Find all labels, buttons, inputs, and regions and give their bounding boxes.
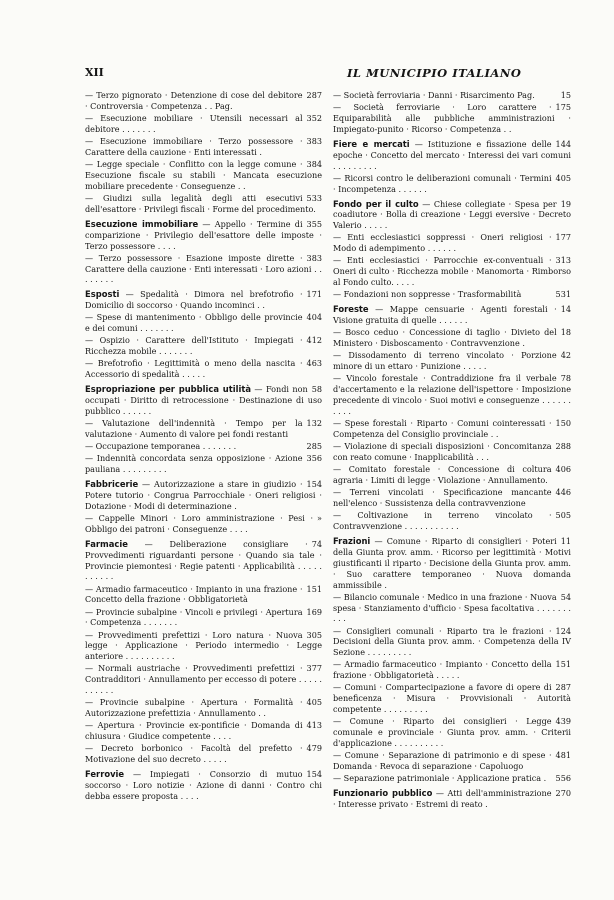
entry-text: — Dissodamento di terreno vincolato · Porzione minore di un ettaro · Punizione . . . . .	[333, 350, 557, 372]
entry-page-number: 151	[306, 583, 322, 594]
entry-text: — Bilancio comunale · Medico in una frazione · Nuova spesa · Stanziamento d'ufficio · Spesa facoltativa . . . . . . . . . .	[333, 591, 571, 624]
entry-text: — Legge speciale · Conflitto con la legge comune · Esecuzione fiscale su stabili · Mancata esecuzione mobiliare precedente · Conseguenze . .	[85, 159, 322, 191]
index-subentry	[333, 464, 571, 486]
entry-topic: Frazioni	[333, 535, 371, 546]
entry-page-number: 377	[306, 663, 322, 674]
entry-page-number: 446	[555, 487, 571, 498]
index-subentry	[333, 255, 571, 288]
entry-text: — Decreto borbonico · Facoltà del prefetto · Motivazione del suo decreto . . . . .	[85, 743, 303, 765]
entry-text: — Società ferroviarie · Loro carattere · Equiparabilità alle pubbliche amministrazioni · Impiegato-punito · Ricorso · Competenza . .	[333, 102, 571, 134]
entry-page-number: 412	[306, 335, 322, 346]
index-entry-heading	[333, 139, 571, 172]
entry-page-number: 352	[306, 113, 322, 123]
index-subentry	[85, 453, 322, 475]
index-entry-heading	[85, 289, 322, 311]
entry-text: — Terzo pignorato · Detenzione di cose del debitore · Controversia · Competenza . . Pag.	[85, 90, 303, 111]
entry-page-number: 439	[555, 716, 571, 727]
index-subentry	[85, 159, 322, 192]
entry-text: — Normali austriache · Provvedimenti prefettizi · Contradditori · Annullamento per eccesso di potere . . . . . . . . . . .	[85, 663, 322, 696]
entry-text: — Provincie subalpine · Vincoli e privilegi · Apertura · Competenza . . . . . . .	[85, 606, 303, 628]
entry-page-number: 19	[560, 198, 571, 209]
entry-page-number: 405	[555, 172, 571, 183]
entry-text: — Cappelle Minori · Loro amministrazione · Pesi · Obbligo dei patroni · Conseguenze . . . .	[85, 512, 314, 534]
index-subentry	[85, 663, 322, 696]
index-subentry	[85, 193, 322, 215]
entry-text: — Spedalità · Dimora nel brefotrofio · Domicilio di soccorso · Quando incominci . .	[85, 289, 303, 311]
index-subentry	[333, 773, 571, 784]
entry-page-number: 313	[555, 255, 571, 266]
index-subentry	[333, 90, 571, 101]
entry-text: — Occupazione temporanea . . . . . . .	[85, 441, 237, 452]
entry-page-number: 11	[560, 535, 571, 546]
entry-text: — Apertura · Provincie ex-pontificie · Domanda di chiusura · Giudice competente . . . .	[85, 720, 303, 742]
entry-page-number: 305	[306, 629, 322, 640]
entry-topic: Fabbricerie	[85, 478, 139, 489]
entry-text: — Indennità concordata senza opposizione · Azione pauliana . . . . . . . . .	[85, 453, 303, 475]
entry-page-number: 556	[555, 773, 571, 784]
entry-page-number: 288	[555, 441, 571, 452]
entry-text: — Autorizzazione a stare in giudizio · Potere tutorio · Congrua Parrocchiale · Oneri religiosi · Dotazione · Modi di determinazione .	[85, 478, 322, 511]
index-subentry	[333, 487, 571, 509]
index-subentry	[333, 418, 571, 440]
entry-topic: Fondo per il culto	[333, 198, 419, 209]
entry-text: — Bosco ceduo · Concessione di taglio · Divieto del Ministero · Disboscamento · Contravvenzione .	[333, 327, 557, 349]
entry-topic: Ferrovie	[85, 769, 125, 780]
entry-page-number: 144	[555, 138, 571, 149]
entry-topic: Fiere e mercati	[333, 138, 410, 149]
index-subentry	[333, 592, 571, 625]
entry-page-number: 413	[306, 720, 322, 731]
index-subentry	[85, 697, 322, 719]
entry-topic: Esposti	[85, 289, 120, 300]
index-entry-heading	[85, 219, 322, 252]
entry-text: — Ricorsi contro le deliberazioni comunali · Termini · Incompetenza . . . . . .	[333, 172, 552, 194]
entry-page-number: 154	[306, 769, 322, 780]
entry-page-number: 479	[306, 743, 322, 754]
entry-topic: Esecuzione immobiliare	[85, 218, 199, 229]
entry-topic: Espropriazione per pubblica utilità	[85, 384, 252, 395]
entry-text: — Comune · Riparto di consiglieri · Poteri della Giunta prov. amm. · Ricorso per legittimità · Motivi giustificanti il riparto · Decisione della Giunta prov. amm. · Suo carattere temporaneo · Nuova domanda ammissibile .	[333, 535, 571, 590]
index-entry-heading	[85, 769, 322, 802]
entry-page-number: 18	[560, 327, 571, 338]
entry-text: — Violazione di speciali disposizioni · Concomitanza con reato comune · Inapplicabilità . . .	[333, 441, 552, 462]
entry-text: — Enti ecclesiastici · Parrocchie ex-conventuali · Oneri di culto · Ricchezza mobile · Manomorta · Rimborso al Fondo culto. . . . .	[333, 255, 571, 288]
index-subentry	[85, 358, 322, 380]
index-subentry	[333, 750, 571, 772]
page-number: XII	[85, 66, 104, 79]
entry-text: — Comitato forestale · Concessione di coltura agraria · Limiti di legge · Violazione · Annullamento.	[333, 464, 552, 485]
entry-text: — Consiglieri comunali · Riparto tra le frazioni · Decisioni della Giunta prov. amm. · Competenza della IV Sezione . . . . . . . . .	[333, 625, 571, 658]
entry-text: — Mappe censuarie · Agenti forestali · Visione gratuita di quelle . . . . . .	[333, 304, 557, 326]
left-index-column	[85, 90, 322, 803]
entry-page-number: 42	[560, 350, 571, 361]
index-subentry	[333, 716, 571, 749]
index-subentry	[85, 720, 322, 742]
entry-text: — Fondi non occupati · Diritto di retrocessione · Destinazione di uso pubblico . . . . . .	[85, 384, 322, 416]
entry-page-number: 74	[311, 538, 322, 549]
entry-page-number: »	[317, 512, 322, 523]
entry-page-number: 151	[555, 659, 571, 670]
entry-page-number: 15	[560, 90, 571, 100]
entry-page-number: 505	[555, 510, 571, 521]
entry-page-number: 481	[555, 750, 571, 761]
entry-page-number: 285	[306, 441, 322, 452]
entry-page-number: 270	[555, 788, 571, 799]
entry-page-number: 533	[306, 192, 322, 203]
index-subentry	[333, 327, 571, 349]
entry-page-number: 175	[555, 102, 571, 113]
entry-text: — Provvedimenti prefettizi · Loro natura · Nuova legge · Applicazione · Periodo intermedio · Legge anteriore . . . . . . . . . .	[85, 629, 322, 662]
index-subentry	[85, 90, 322, 112]
entry-topic: Funzionario pubblico	[333, 788, 433, 799]
entry-page-number: 405	[306, 697, 322, 708]
entry-text: — Provincie subalpine · Apertura · Formalità · Autorizzazione prefettizia · Annullamento . .	[85, 697, 303, 719]
index-subentry	[333, 350, 571, 372]
entry-page-number: 406	[555, 464, 571, 475]
entry-text: — Valutazione dell'indennità · Tempo per la valutazione · Aumento di valore pei fondi restanti	[85, 418, 303, 439]
entry-page-number: 150	[555, 418, 571, 429]
entry-page-number: 355	[306, 218, 322, 229]
entry-page-number: 383	[306, 252, 322, 263]
page-header	[85, 66, 575, 80]
entry-page-number: 177	[555, 232, 571, 243]
entry-text: — Comune · Separazione di patrimonio e di spese · Domanda · Revoca di separazione · Capoluogo	[333, 750, 552, 772]
entry-page-number: 171	[306, 289, 322, 300]
index-subentry	[85, 630, 322, 663]
entry-text: — Istituzione e fissazione delle epoche · Concetto del mercato · Interessi dei vari comuni . . . . . . . . .	[333, 138, 571, 171]
entry-page-number: 463	[306, 358, 322, 369]
index-subentry	[333, 659, 571, 681]
index-subentry	[85, 335, 322, 357]
entry-page-number: 132	[306, 418, 322, 429]
entry-page-number: 14	[560, 304, 571, 315]
entry-page-number: 287	[306, 90, 322, 100]
entry-page-number: 384	[306, 159, 322, 169]
entry-page-number: 356	[306, 453, 322, 464]
entry-text: — Enti ecclesiastici soppressi · Oneri religiosi · Modo di adempimento . . . . . .	[333, 232, 552, 254]
index-entry-heading	[85, 384, 322, 417]
entry-text: — Società ferroviaria · Danni · Risarcimento Pag.	[333, 90, 535, 100]
index-subentry	[85, 584, 322, 606]
entry-text: — Esecuzione immobiliare · Terzo possessore · Carattere della cauzione · Enti interessati .	[85, 136, 303, 157]
entry-text: — Chiese collegiate · Spesa per coadiutore · Bolla di creazione · Leggi eversive · Decreto Valerio . . . . .	[333, 198, 571, 231]
entry-page-number: 124	[555, 625, 571, 636]
entry-page-number: 78	[560, 373, 571, 384]
entry-page-number: 54	[560, 591, 571, 602]
entry-text: — Armadio farmaceutico · Impianto · Concetto della frazione · Obbligatorietà . . . . .	[333, 659, 552, 681]
index-subentry	[333, 102, 571, 135]
entry-text: — Spese di mantenimento · Obbligo delle provincie e dei comuni . . . . . . .	[85, 312, 303, 334]
index-subentry	[333, 173, 571, 195]
index-subentry	[85, 607, 322, 629]
index-subentry	[85, 312, 322, 334]
entry-page-number: 404	[306, 312, 322, 323]
entry-page-number: 531	[555, 289, 571, 300]
entry-page-number: 383	[306, 136, 322, 146]
running-title: IL MUNICIPIO ITALIANO	[347, 66, 522, 80]
index-entry-heading	[333, 199, 571, 232]
index-subentry	[333, 373, 571, 417]
entry-text: — Spese forestali · Riparto · Comuni cointeressati · Competenza del Consiglio provinciale . .	[333, 418, 552, 439]
entry-text: — Appello · Termine di comparizione · Privilegio dell'esattore delle imposte · Terzo possessore . . . .	[85, 218, 322, 251]
index-entry-heading	[85, 479, 322, 512]
index-subentry	[85, 113, 322, 135]
entry-text: — Esecuzione mobiliare · Utensili necessari al debitore . . . . . . .	[85, 113, 303, 134]
index-subentry	[85, 441, 322, 452]
entry-text: — Separazione patrimoniale · Applicazione pratica .	[333, 773, 547, 784]
entry-text: — Terreni vincolati · Specificazione mancante nell'elenco · Sussistenza della contravvenzione	[333, 487, 552, 508]
index-entry-heading	[333, 788, 571, 810]
entry-topic: Farmacie	[85, 538, 128, 549]
entry-text: — Deliberazione consigliare · Provvedimenti riguardanti persone · Quando sia tale · Provincie piemontesi · Regie patenti · Applicabilità . . . . . . . . . . .	[85, 538, 322, 582]
index-subentry	[85, 136, 322, 158]
entry-text: — Giudizi sulla legalità degli atti esecutivi dell'esattore · Privilegi fiscali · Forme del procedimento.	[85, 192, 316, 214]
entry-text: — Terzo possessore · Esazione imposte dirette · Carattere della cauzione · Enti interessati · Loro azioni . . . . . . . .	[85, 252, 322, 285]
entry-text: — Comune · Riparto dei consiglieri · Legge comunale e provinciale · Giunta prov. amm. · Criterii d'applicazione . . . . . . . . . .	[333, 716, 571, 749]
index-entry-heading	[333, 536, 571, 591]
entry-page-number: 169	[306, 606, 322, 617]
entry-text: — Comuni · Compartecipazione a favore di opere di beneficenza · Misura · Provvisionali · Autorità competente . . . . . . . . .	[333, 682, 571, 715]
index-subentry	[333, 289, 571, 300]
index-subentry	[333, 441, 571, 463]
index-subentry	[85, 418, 322, 440]
entry-text: — Armadio farmaceutico · Impianto in una frazione · Concetto della frazione · Obbligatorietà	[85, 583, 303, 605]
index-subentry	[85, 253, 322, 286]
index-subentry	[333, 510, 571, 532]
entry-topic: Foreste	[333, 304, 369, 315]
entry-text: — Vincolo forestale · Contraddizione fra il verbale d'accertamento e la relazione dell'ispettore · Imposizione precedente di vincolo · Suoi motivi e conseguenze . . . . . . . . . .	[333, 373, 571, 416]
index-entry-heading	[85, 539, 322, 583]
index-subentry	[333, 682, 571, 715]
index-subentry	[333, 626, 571, 659]
entry-text: — Coltivazione in terreno vincolato · Contravvenzione . . . . . . . . . . .	[333, 510, 552, 531]
entry-text: — Brefotrofio · Legittimità o meno della nascita · Accessorio di spedalità . . . . .	[85, 358, 303, 380]
index-entry-heading	[333, 304, 571, 326]
index-subentry	[85, 743, 322, 765]
entry-text: — Ospizio · Carattere dell'Istituto · Impiegati · Ricchezza mobile . . . . . . .	[85, 335, 303, 357]
entry-page-number: 154	[306, 478, 322, 489]
entry-page-number: 287	[555, 682, 571, 693]
index-subentry	[333, 232, 571, 254]
entry-text: — Fondazioni non soppresse · Trasformabilità	[333, 289, 522, 300]
right-index-column	[333, 90, 571, 811]
entry-page-number: 58	[311, 384, 322, 395]
entry-text: — Atti dell'amministrazione · Interesse privato · Estremi di reato .	[333, 788, 552, 810]
index-subentry	[85, 513, 322, 535]
entry-text: — Impiegati · Consorzio di mutuo soccorso · Loro notizie · Azione di danni · Contro chi debba essere proposta . . . .	[85, 769, 322, 801]
